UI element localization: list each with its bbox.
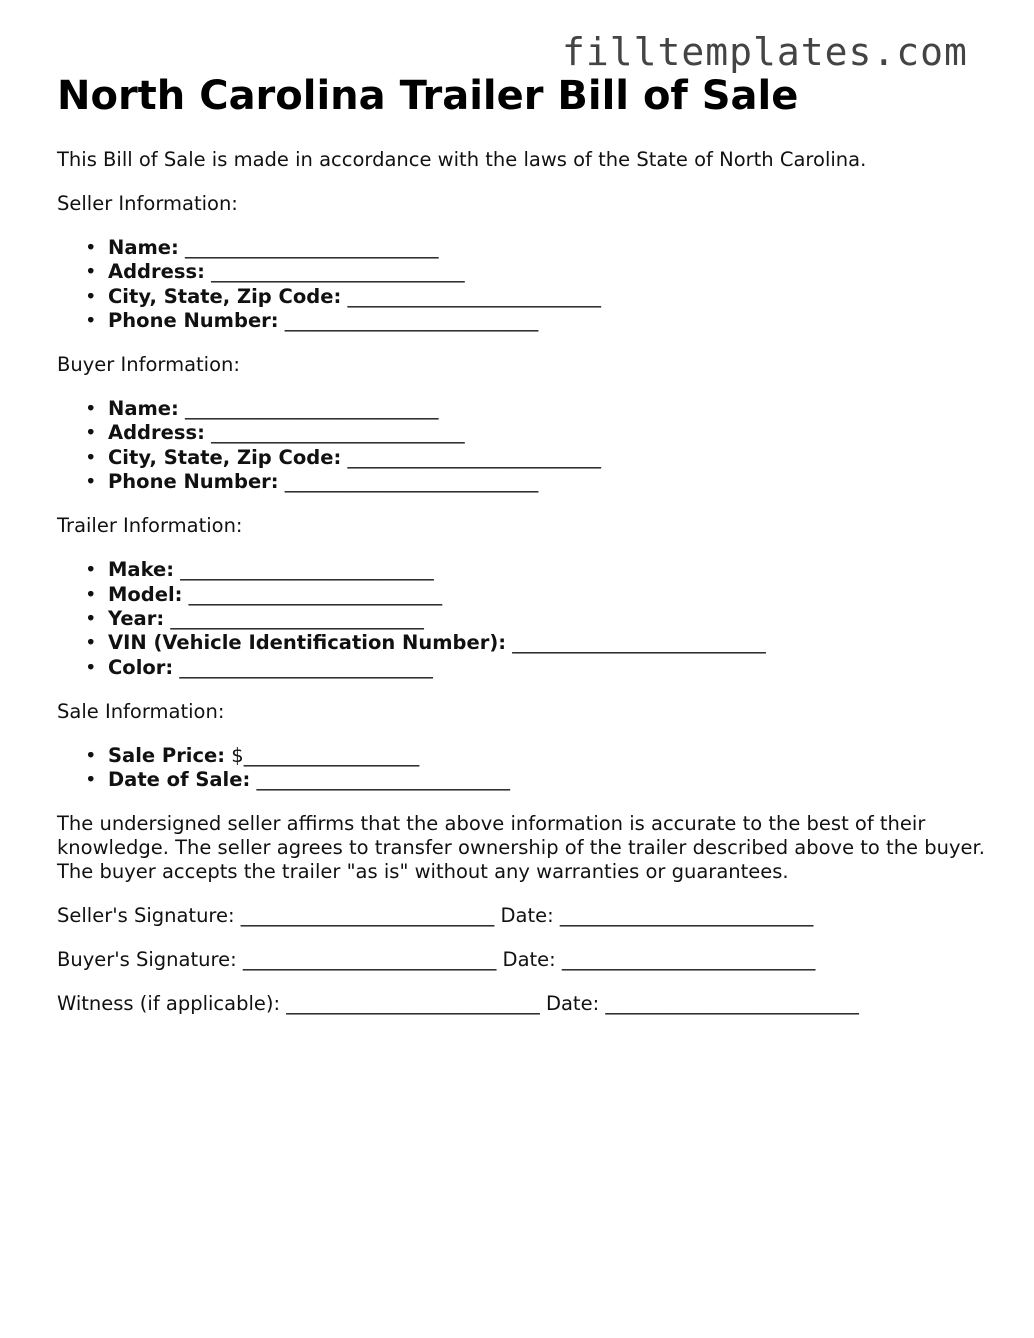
field-label: VIN (Vehicle Identification Number): bbox=[108, 631, 507, 655]
field-label: Phone Number: bbox=[108, 470, 279, 494]
seller-section-heading: Seller Information: bbox=[57, 192, 238, 215]
bullet-icon: • bbox=[85, 470, 97, 494]
seller-signature-line[interactable]: Seller's Signature: __________________________ Date: __________________________ bbox=[57, 904, 814, 928]
field-blank[interactable]: __________________________ bbox=[211, 260, 465, 284]
field-blank[interactable]: __________________________ bbox=[256, 768, 510, 792]
sale-field-list bbox=[57, 744, 987, 793]
field-label: Date of Sale: bbox=[108, 768, 251, 792]
field-blank[interactable]: __________________________ bbox=[170, 606, 424, 630]
buyer-city-state-zip-field[interactable] bbox=[85, 445, 987, 470]
seller-name-field[interactable] bbox=[85, 236, 987, 260]
sale-price-field[interactable] bbox=[85, 743, 987, 768]
field-label: Address: bbox=[108, 260, 205, 284]
trailer-make-field[interactable] bbox=[85, 558, 987, 582]
field-blank[interactable]: __________________________ bbox=[211, 421, 465, 445]
intro-text: This Bill of Sale is made in accordance with the laws of the State of North Carolina. bbox=[57, 148, 867, 171]
field-blank[interactable]: __________________________ bbox=[284, 308, 539, 332]
field-label: City, State, Zip Code: bbox=[108, 284, 342, 308]
field-blank[interactable]: __________________________ bbox=[347, 445, 601, 469]
buyer-field-list bbox=[57, 397, 987, 494]
trailer-field-list bbox=[57, 558, 987, 679]
sale-date-field[interactable] bbox=[85, 768, 987, 792]
buyer-phone-field[interactable] bbox=[85, 470, 987, 494]
trailer-year-field[interactable] bbox=[85, 606, 987, 631]
field-label: City, State, Zip Code: bbox=[108, 445, 342, 469]
trailer-section-heading: Trailer Information: bbox=[57, 514, 243, 538]
bullet-icon: • bbox=[85, 655, 97, 679]
page-title: North Carolina Trailer Bill of Sale bbox=[57, 73, 799, 119]
watermark: filltemplates.com bbox=[562, 30, 968, 74]
bullet-icon: • bbox=[85, 445, 97, 469]
trailer-vin-field[interactable] bbox=[85, 631, 987, 655]
seller-field-list bbox=[57, 236, 987, 333]
field-label: Name: bbox=[108, 236, 179, 259]
buyer-section-heading: Buyer Information: bbox=[57, 353, 240, 377]
seller-address-field[interactable] bbox=[85, 260, 987, 284]
sale-section-heading: Sale Information: bbox=[57, 699, 225, 723]
field-blank[interactable]: __________________________ bbox=[284, 470, 539, 494]
field-blank[interactable]: $__________________ bbox=[231, 743, 420, 767]
field-label: Year: bbox=[108, 606, 165, 630]
field-label: Phone Number: bbox=[108, 308, 279, 332]
field-blank[interactable]: __________________________ bbox=[185, 397, 439, 421]
field-label: Sale Price: bbox=[108, 743, 226, 767]
field-blank[interactable]: __________________________ bbox=[179, 655, 433, 679]
buyer-signature-line[interactable]: Buyer's Signature: __________________________ Date: __________________________ bbox=[57, 948, 816, 972]
bullet-icon: • bbox=[85, 768, 97, 792]
trailer-color-field[interactable] bbox=[85, 655, 987, 680]
witness-signature-line[interactable]: Witness (if applicable): __________________________ Date: __________________________ bbox=[57, 992, 859, 1016]
bullet-icon: • bbox=[85, 631, 97, 655]
buyer-address-field[interactable] bbox=[85, 421, 987, 445]
bullet-icon: • bbox=[85, 743, 97, 767]
bullet-icon: • bbox=[85, 558, 97, 582]
field-label: Name: bbox=[108, 397, 179, 421]
bullet-icon: • bbox=[85, 284, 97, 308]
field-label: Make: bbox=[108, 558, 175, 582]
trailer-model-field[interactable] bbox=[85, 582, 987, 607]
bullet-icon: • bbox=[85, 606, 97, 630]
field-blank[interactable]: __________________________ bbox=[185, 236, 439, 259]
seller-phone-field[interactable] bbox=[85, 308, 987, 333]
affirmation-paragraph: The undersigned seller affirms that the above information is accurate to the best of their knowledge. The seller agrees to transfer ownership of the trailer described above to the buyer. The buyer accepts the trailer "as is" without any warranties or guarantees. bbox=[57, 812, 985, 884]
field-label: Color: bbox=[108, 655, 174, 679]
bullet-icon: • bbox=[85, 582, 97, 606]
field-label: Model: bbox=[108, 582, 183, 606]
field-label: Address: bbox=[108, 421, 205, 445]
document-page bbox=[57, 70, 987, 1016]
bullet-icon: • bbox=[85, 397, 97, 421]
field-blank[interactable]: __________________________ bbox=[347, 284, 601, 308]
field-blank[interactable]: __________________________ bbox=[180, 558, 434, 582]
bullet-icon: • bbox=[85, 260, 97, 284]
field-blank[interactable]: __________________________ bbox=[188, 582, 443, 606]
bullet-icon: • bbox=[85, 236, 97, 259]
buyer-name-field[interactable] bbox=[85, 397, 987, 421]
seller-city-state-zip-field[interactable] bbox=[85, 284, 987, 309]
bullet-icon: • bbox=[85, 308, 97, 332]
bullet-icon: • bbox=[85, 421, 97, 445]
field-blank[interactable]: __________________________ bbox=[512, 631, 766, 655]
